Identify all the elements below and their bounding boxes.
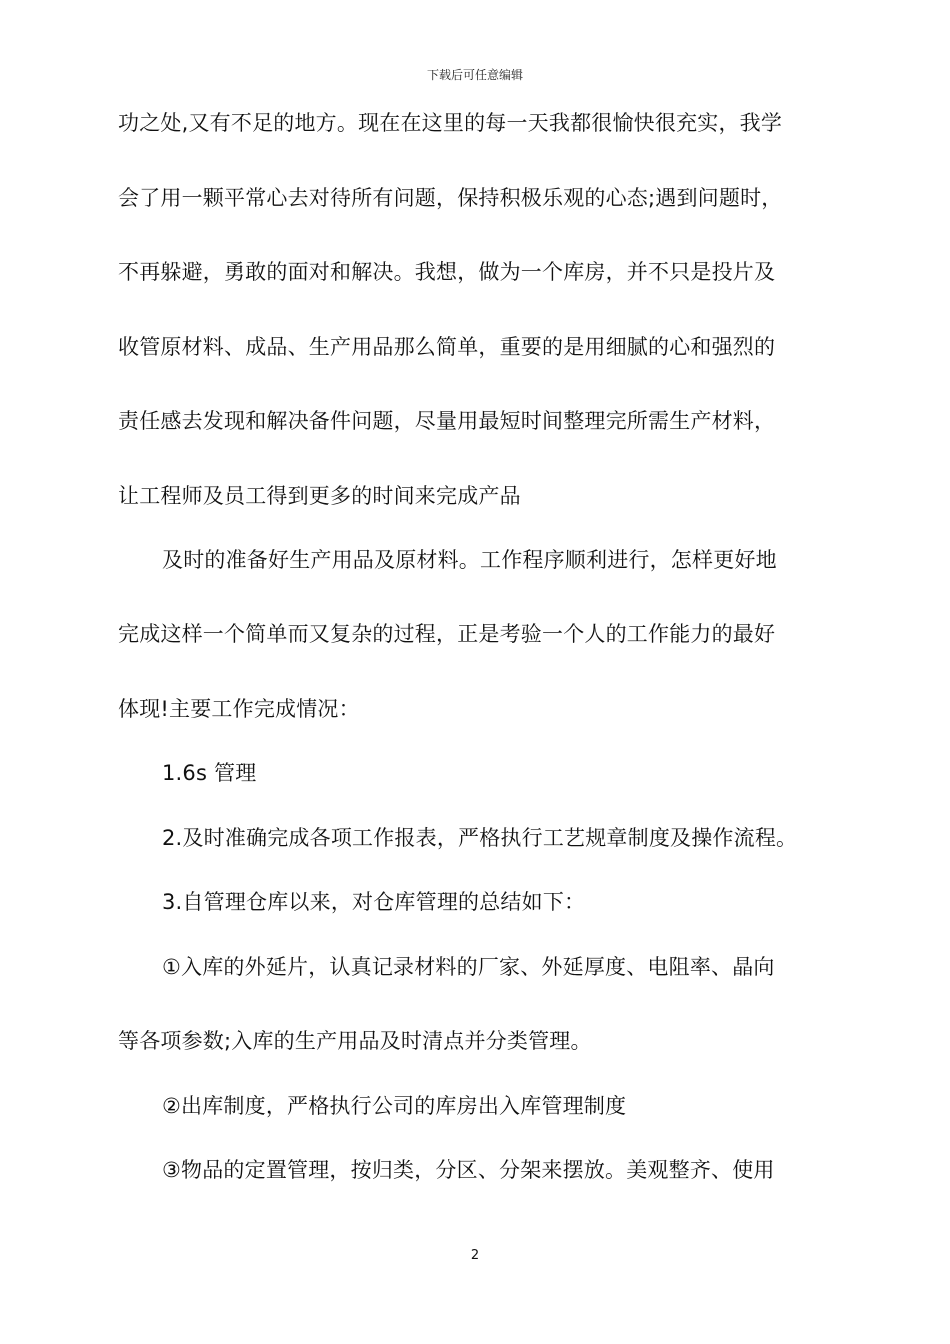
list-item: ③物品的定置管理，按归类，分区、分架来摆放。美观整齐、使用 xyxy=(162,1158,775,1182)
list-item: 2.及时准确完成各项工作报表，严格执行工艺规章制度及操作流程。 xyxy=(162,826,798,850)
body-line: 责任感去发现和解决备件问题，尽量用最短时间整理完所需生产材料， xyxy=(118,409,776,433)
page-number: 2 xyxy=(470,1248,480,1263)
body-line: 收管原材料、成品、生产用品那么简单，重要的是用细腻的心和强烈的 xyxy=(118,335,776,359)
body-line: 不再躲避，勇敢的面对和解决。我想，做为一个库房，并不只是投片及 xyxy=(118,260,776,284)
body-line: 功之处,又有不足的地方。现在在这里的每一天我都很愉快很充实，我学 xyxy=(118,111,783,135)
body-line: 让工程师及员工得到更多的时间来完成产品 xyxy=(118,484,521,508)
list-item: ①入库的外延片，认真记录材料的厂家、外延厚度、电阻率、晶向 xyxy=(162,955,775,979)
list-item: ②出库制度，严格执行公司的库房出入库管理制度 xyxy=(162,1094,627,1118)
body-line: 完成这样一个简单而又复杂的过程，正是考验一个人的工作能力的最好 xyxy=(118,622,776,646)
body-line: 及时的准备好生产用品及原材料。工作程序顺利进行，怎样更好地 xyxy=(162,548,777,572)
page-header: 下载后可任意编辑 xyxy=(426,68,523,82)
body-line: 体现!主要工作完成情况： xyxy=(118,697,360,721)
body-line: 会了用一颗平常心去对待所有问题，保持积极乐观的心态;遇到问题时， xyxy=(118,186,783,210)
list-item: 3.自管理仓库以来，对仓库管理的总结如下： xyxy=(162,890,586,914)
body-line: 等各项参数;入库的生产用品及时清点并分类管理。 xyxy=(118,1029,592,1053)
list-item: 1.6s 管理 xyxy=(162,761,257,785)
